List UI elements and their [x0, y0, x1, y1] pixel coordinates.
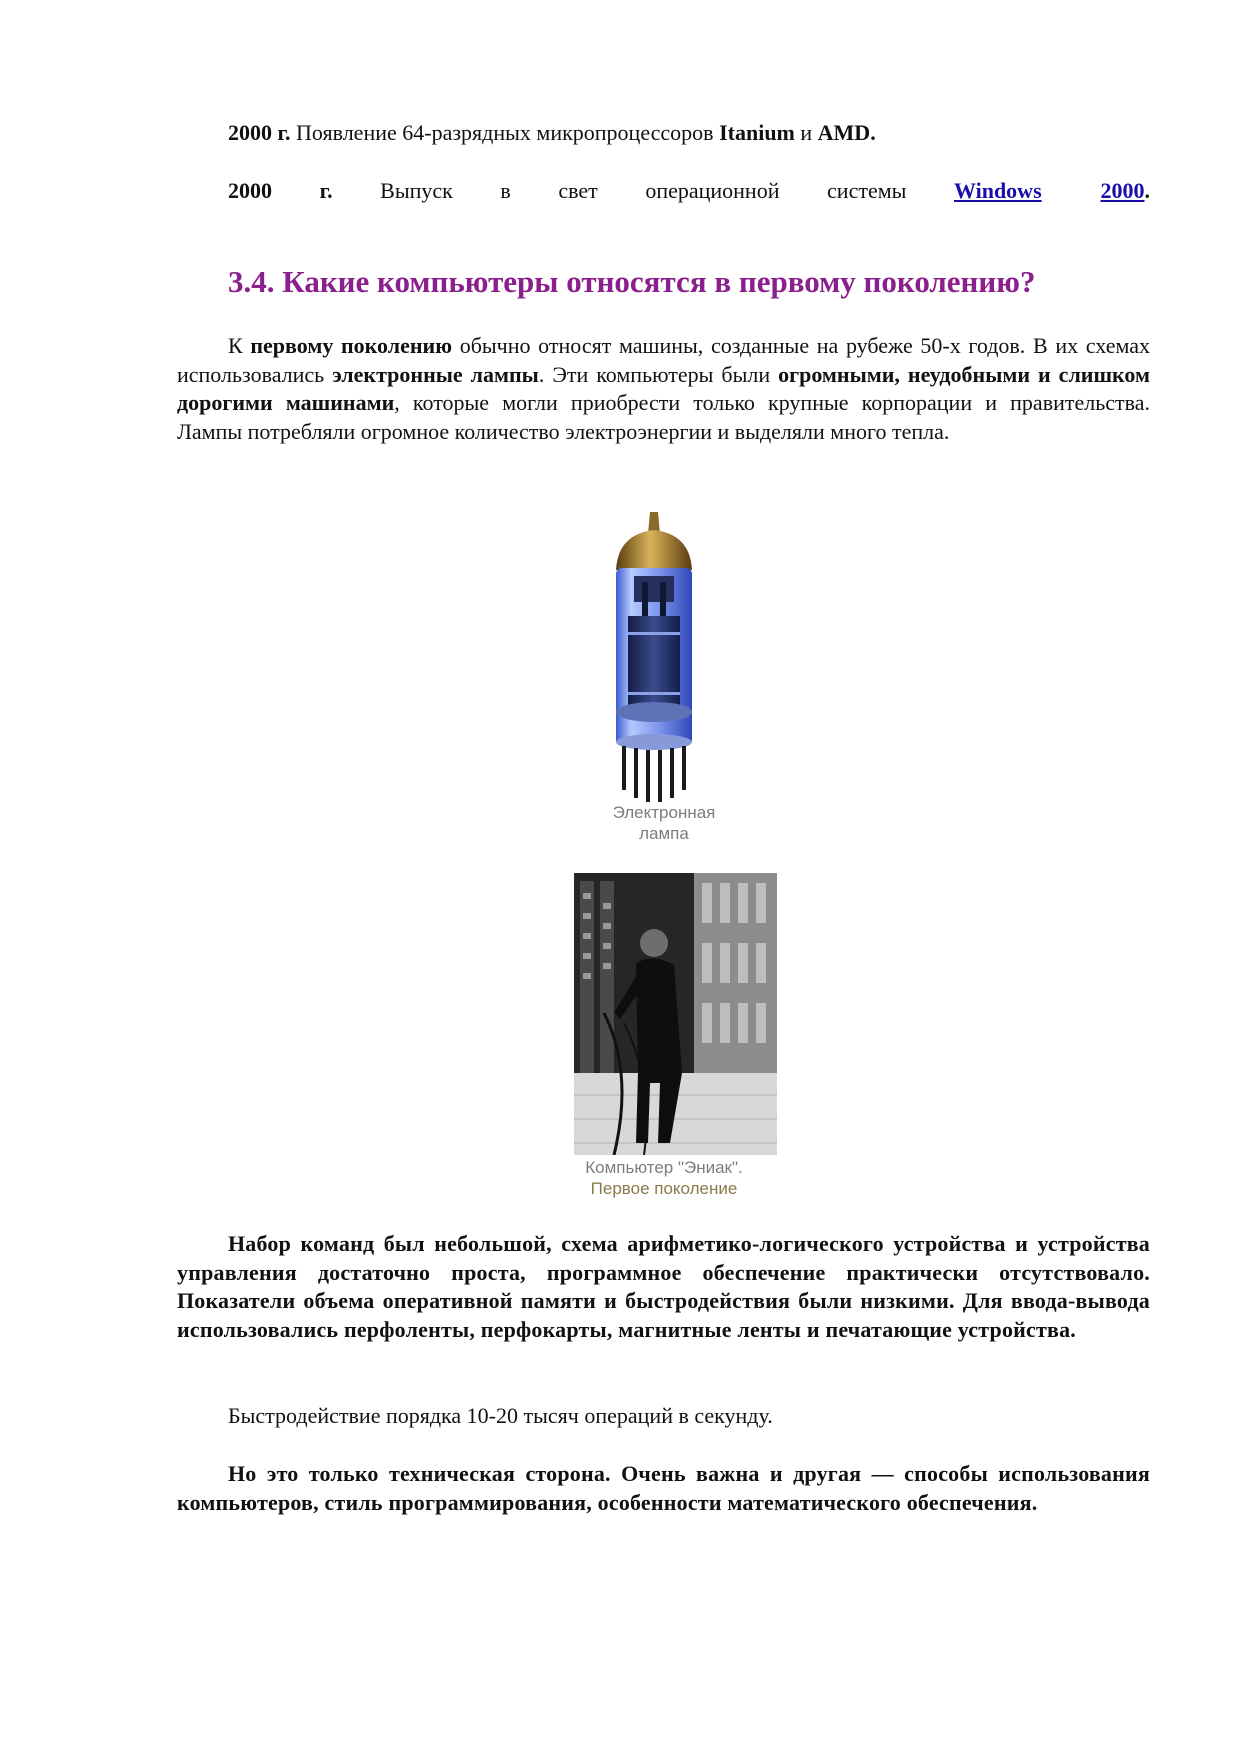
tube-caption-line: Электронная	[612, 803, 716, 822]
timeline-word: системы	[827, 178, 907, 203]
windows-2000-link[interactable]	[954, 177, 1150, 205]
first-generation-term: первому поколению	[250, 333, 453, 358]
intro-text: . Эти компьютеры были	[538, 361, 779, 387]
eniac-caption-line: Компьютер "Эниак".	[585, 1158, 743, 1177]
closing-text: Но это только техническая сторона. Очень важна и другая — способы использования компьютеров, стиль программирования, особенности математического обеспечения.	[177, 1461, 1150, 1515]
amd-term: AMD.	[817, 120, 876, 145]
huge-machines-term: огромными, неудобными и слишком дорогими машинами	[177, 361, 1150, 415]
eniac-photo-figure	[574, 873, 777, 1155]
characteristics-paragraph	[177, 1230, 1150, 1344]
intro-text: К	[228, 333, 251, 358]
itanium-term: Itanium	[719, 120, 795, 145]
timeline-text: Появление 64-разрядных микропроцессоров	[290, 120, 720, 145]
eniac-caption	[540, 1157, 788, 1199]
speed-paragraph	[177, 1402, 1150, 1431]
tube-caption-line: лампа	[639, 824, 689, 843]
timeline-entry-windows	[228, 177, 1150, 205]
vacuum-tube-icon	[604, 512, 704, 802]
vacuum-tubes-term: электронные лампы	[332, 361, 539, 387]
timeline-word: Выпуск	[380, 178, 453, 203]
tube-caption	[560, 802, 768, 844]
intro-paragraph	[177, 332, 1150, 446]
timeline-word: операционной	[645, 178, 780, 203]
section-heading: 3.4. Какие компьютеры относятся в первому поколению?	[228, 264, 1036, 299]
timeline-word: 2000	[228, 178, 272, 203]
link-word[interactable]: 2000	[1100, 178, 1145, 203]
characteristics-text: Набор команд был небольшой, схема арифметико-логического устройства и устройства управления достаточно проста, программное обеспечение практически отсутствовало. Показатели объема оперативной памяти и быстродействия были низкими. Для ввода-вывода использовались перфоленты, перфокарты, магнитные ленты и печатающие устройства.	[177, 1231, 1150, 1342]
eniac-photo	[574, 873, 777, 1155]
eniac-caption-line: Первое поколение	[590, 1179, 738, 1198]
vacuum-tube-figure	[604, 512, 704, 802]
link-word[interactable]: Windows	[954, 178, 1042, 203]
intro-text: , которые могли приобрести только крупные корпорации и правительства. Лампы потребляли огромное количество электроэнергии и выделяли много тепла.	[177, 390, 1150, 444]
timeline-entry-itanium	[228, 119, 876, 147]
timeline-word: г.	[319, 178, 333, 203]
period: .	[1144, 178, 1150, 203]
intro-text: обычно относят машины, созданные на рубеже 50-х годов. В их схемах использовались	[177, 333, 1150, 387]
closing-paragraph	[177, 1460, 1150, 1517]
timeline-conjunction: и	[794, 120, 818, 145]
speed-text: Быстродействие порядка 10-20 тысяч операций в секунду.	[228, 1403, 773, 1428]
timeline-word: в	[500, 178, 511, 203]
timeline-year: 2000 г.	[228, 120, 291, 145]
timeline-word: свет	[558, 178, 598, 203]
